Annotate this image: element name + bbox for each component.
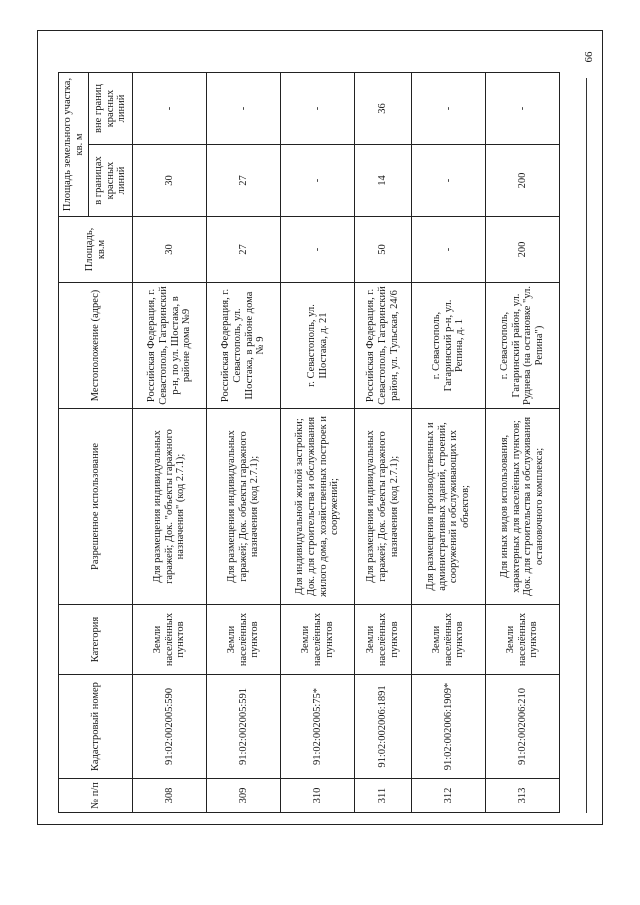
- cell-inside: 200: [485, 145, 559, 217]
- header-land-area-group: Площадь земельного участка, кв. м: [59, 72, 89, 216]
- margin-rule: [586, 78, 587, 813]
- cell-location: г. Севастополь, Гагаринский р-н, ул. Репина, д. 1: [411, 283, 485, 409]
- cell-outside: -: [281, 72, 355, 144]
- cell-category: Земли населённых пунктов: [411, 605, 485, 675]
- cell-location: Российская Федерация, г. Севастополь, Гагаринский район, ул. Тульская, 24/6: [355, 283, 412, 409]
- cell-inside: 14: [355, 145, 412, 217]
- cell-area: 27: [207, 217, 281, 283]
- table-row: [355, 72, 412, 812]
- cell-num: 308: [133, 779, 207, 813]
- header-cadastral: Кадастровый номер: [59, 675, 133, 779]
- cell-area: -: [281, 217, 355, 283]
- cell-location: Российская Федерация, г. Севастополь, ул. Шостака, в районе дома № 9: [207, 283, 281, 409]
- table-row: [485, 72, 559, 812]
- cell-num: 309: [207, 779, 281, 813]
- cell-permitted-use: Для размещения индивидуальных гаражей; Док. объекты гаражного назначения (код 2.7.1);: [355, 409, 412, 605]
- cell-cadastral: 91:02:002005:591: [207, 675, 281, 779]
- cell-cadastral: 91:02:002006:210: [485, 675, 559, 779]
- cell-location: г. Севастополь, Гагаринский район, ул. Руднева (на остановке "ул. Репина"): [485, 283, 559, 409]
- header-permitted-use: Разрешенное использование: [59, 409, 133, 605]
- header-area: Площадь, кв.м: [59, 217, 133, 283]
- cell-outside: -: [133, 72, 207, 144]
- cell-category: Земли населённых пунктов: [355, 605, 412, 675]
- table-row: [207, 72, 281, 812]
- cell-outside: -: [207, 72, 281, 144]
- cell-permitted-use: Для размещения индивидуальных гаражей; Док. объекты гаражного назначения (код 2.7.1);: [207, 409, 281, 605]
- cell-inside: 30: [133, 145, 207, 217]
- cell-area: 30: [133, 217, 207, 283]
- header-outside-lines: вне границ красных линий: [89, 72, 133, 144]
- cell-category: Земли населённых пунктов: [207, 605, 281, 675]
- table-header: [59, 72, 133, 812]
- cell-inside: 27: [207, 145, 281, 217]
- cell-category: Земли населённых пунктов: [485, 605, 559, 675]
- header-location: Местоположение (адрес): [59, 283, 133, 409]
- page-number: 66: [583, 51, 595, 63]
- cell-outside: 36: [355, 72, 412, 144]
- cell-location: г. Севастополь, ул. Шостака, д. 21: [281, 283, 355, 409]
- table-body: [133, 72, 560, 812]
- header-category: Категория: [59, 605, 133, 675]
- cell-num: 313: [485, 779, 559, 813]
- cell-location: Российская Федерация, г. Севастополь, Гагаринский р-н, по ул. Шостака, в районе дома №9: [133, 283, 207, 409]
- cell-cadastral: 91:02:002005:75*: [281, 675, 355, 779]
- table-row: [133, 72, 207, 812]
- cell-area: 50: [355, 217, 412, 283]
- cell-num: 311: [355, 779, 412, 813]
- cell-permitted-use: Для размещения индивидуальных гаражей; Док. "объекты гаражного назначения" (код 2.7.1);: [133, 409, 207, 605]
- cell-num: 312: [411, 779, 485, 813]
- header-row-1: [59, 72, 89, 812]
- cell-inside: -: [411, 145, 485, 217]
- table-row: [281, 72, 355, 812]
- cell-cadastral: 91:02:002006:1909*: [411, 675, 485, 779]
- cell-inside: -: [281, 145, 355, 217]
- header-num: № п/п: [59, 779, 133, 813]
- cell-area: -: [411, 217, 485, 283]
- cell-permitted-use: Для индивидуальной жилой застройки; Док. для строительства и обслуживания жилого дома, хозяйственных построек и сооружений;: [281, 409, 355, 605]
- cell-outside: -: [485, 72, 559, 144]
- cell-area: 200: [485, 217, 559, 283]
- cell-num: 310: [281, 779, 355, 813]
- table-row: [411, 72, 485, 812]
- cell-permitted-use: Для иных видов использования, характерных для населённых пунктов; Док. для строительства и обслуживания остановочного комплекса;: [485, 409, 559, 605]
- rotated-table-wrapper: [58, 73, 560, 813]
- cell-cadastral: 91:02:002006:1891: [355, 675, 412, 779]
- cell-category: Земли населённых пунктов: [133, 605, 207, 675]
- land-plots-table: [58, 72, 560, 813]
- cell-outside: -: [411, 72, 485, 144]
- header-inside-lines: в границах красных линий: [89, 145, 133, 217]
- cell-permitted-use: Для размещения производственных и административных зданий, строений, сооружений и обслуживающих их объектов;: [411, 409, 485, 605]
- cell-category: Земли населённых пунктов: [281, 605, 355, 675]
- cell-cadastral: 91:02:002005:590: [133, 675, 207, 779]
